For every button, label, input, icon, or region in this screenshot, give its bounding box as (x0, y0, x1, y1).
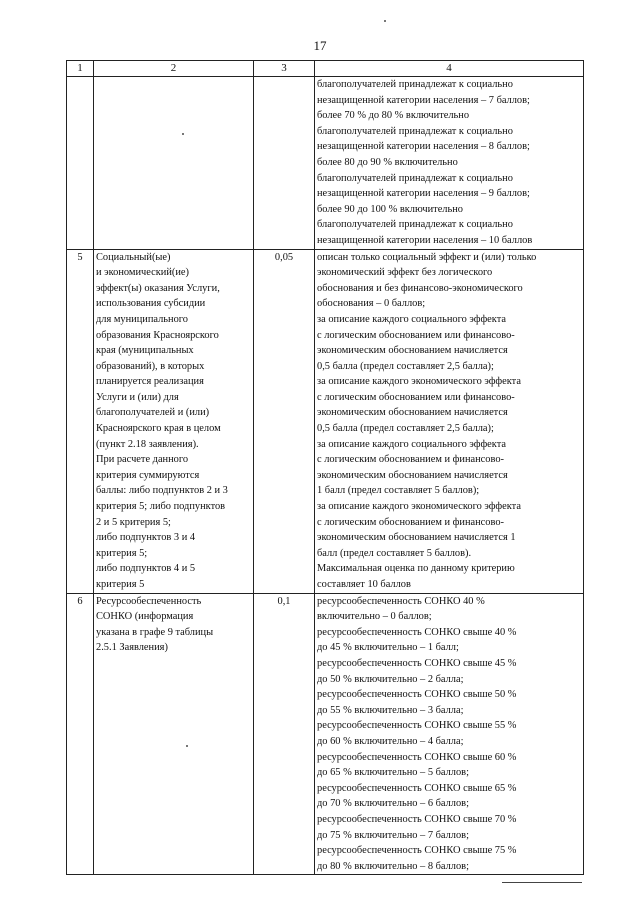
description-line: до 45 % включительно – 1 балл; (317, 642, 459, 654)
description-line: до 50 % включительно – 2 балла; (317, 673, 464, 685)
criterion-line: 2.5.1 Заявления) (96, 642, 168, 654)
description-line: до 75 % включительно – 7 баллов; (317, 829, 469, 841)
table-row (67, 249, 584, 593)
description-line: более 70 % до 80 % включительно (317, 110, 470, 122)
description-line: до 70 % включительно – 6 баллов; (317, 798, 469, 810)
criterion-line: для муниципального (96, 313, 189, 325)
column-header-4: 4 (315, 61, 584, 77)
column-header-1: 1 (67, 61, 94, 77)
description-line: ресурсообеспеченность СОНКО свыше 55 % (317, 720, 517, 732)
scoring-description-cell (315, 77, 584, 250)
description-line: экономическим обоснованием начисляется (317, 345, 508, 357)
description-line: ресурсообеспеченность СОНКО свыше 45 % (317, 657, 517, 669)
table-header-row (67, 61, 584, 77)
scan-speck (186, 745, 188, 747)
description-line: 0,5 балла (предел составляет 2,5 балла); (317, 360, 494, 372)
row-number-cell: 5 (67, 249, 94, 593)
description-line: более 90 до 100 % включительно (317, 203, 463, 215)
scan-speck (182, 133, 184, 135)
description-line: 0,5 балла (предел составляет 2,5 балла); (317, 423, 494, 435)
criterion-line: Ресурсообеспеченность (96, 595, 202, 607)
description-line: до 55 % включительно – 3 балла; (317, 704, 464, 716)
column-header-2: 2 (94, 61, 254, 77)
criterion-line: Красноярского края в целом (96, 423, 221, 435)
criterion-line: использования субсидии (96, 298, 206, 310)
criterion-line: благополучателей и (или) (96, 407, 210, 419)
criterion-line: При расчете данного (96, 454, 189, 466)
criterion-line: критерия 5; либо подпунктов (96, 501, 226, 513)
description-line: незащищенной категории населения – 8 баллов; (317, 141, 530, 153)
description-line: благополучателей принадлежат к социально (317, 219, 513, 231)
description-line: с логическим обоснованием и финансово- (317, 516, 504, 528)
weight-cell (254, 77, 315, 250)
criterion-line: баллы: либо подпунктов 2 и 3 (96, 485, 228, 497)
criterion-line: (пункт 2.18 заявления). (96, 438, 199, 450)
description-line: до 60 % включительно – 4 балла; (317, 735, 464, 747)
description-line: 1 балл (предел составляет 5 баллов); (317, 485, 480, 497)
table-row (67, 77, 584, 250)
criterion-line: и экономический(ие) (96, 267, 189, 279)
description-line: обоснования – 0 баллов; (317, 298, 426, 310)
description-line: ресурсообеспеченность СОНКО свыше 75 % (317, 845, 517, 857)
criterion-line: критерия суммируются (96, 469, 200, 481)
criterion-line: указана в графе 9 таблицы (96, 626, 214, 638)
description-line: с логическим обоснованием и финансово- (317, 454, 504, 466)
criterion-line: края (муниципальных (96, 345, 194, 357)
weight-cell: 0,05 (254, 249, 315, 593)
criterion-line: либо подпунктов 3 и 4 (96, 532, 196, 544)
criterion-cell (94, 77, 254, 250)
criterion-line: Социальный(ые) (96, 251, 171, 263)
description-line: ресурсообеспеченность СОНКО свыше 50 % (317, 689, 517, 701)
description-line: балл (предел составляет 5 баллов). (317, 547, 472, 559)
description-line: экономический эффект без логического (317, 267, 493, 279)
description-line: за описание каждого экономического эффекта (317, 501, 521, 513)
description-line: ресурсообеспеченность СОНКО свыше 40 % (317, 626, 517, 638)
criteria-table (66, 60, 584, 875)
description-line: обоснования и без финансово-экономического (317, 282, 523, 294)
criterion-line: СОНКО (информация (96, 611, 194, 623)
row-number-cell (67, 77, 94, 250)
description-line: до 65 % включительно – 5 баллов; (317, 767, 469, 779)
weight-cell: 0,1 (254, 593, 315, 875)
description-line: благополучателей принадлежат к социально (317, 125, 513, 137)
criterion-line: критерия 5 (96, 579, 145, 590)
criterion-line: планируется реализация (96, 376, 204, 388)
description-line: за описание каждого экономического эффекта (317, 376, 521, 388)
criterion-cell (94, 249, 254, 593)
description-line: Максимальная оценка по данному критерию (317, 563, 515, 575)
description-line: за описание каждого социального эффекта (317, 438, 506, 450)
description-line: более 80 до 90 % включительно (317, 156, 458, 168)
description-line: до 80 % включительно – 8 баллов; (317, 860, 469, 872)
scan-speck (384, 20, 386, 22)
scoring-description-cell (315, 593, 584, 875)
table-body (67, 77, 584, 875)
description-line: ресурсообеспеченность СОНКО свыше 70 % (317, 813, 517, 825)
criterion-line: либо подпунктов 4 и 5 (96, 563, 196, 575)
criterion-line: образования Красноярского (96, 329, 219, 341)
description-line: ресурсообеспеченность СОНКО свыше 65 % (317, 782, 517, 794)
row-number-cell: 6 (67, 593, 94, 875)
description-line: включительно – 0 баллов; (317, 611, 432, 623)
description-line: с логическим обоснованием или финансово- (317, 391, 515, 403)
criterion-line: 2 и 5 критерия 5; (96, 516, 171, 528)
description-line: благополучателей принадлежат к социально (317, 79, 513, 90)
description-line: составляет 10 баллов (317, 579, 411, 590)
column-header-3: 3 (254, 61, 315, 77)
description-line: ресурсообеспеченность СОНКО свыше 60 % (317, 751, 517, 763)
description-line: благополучателей принадлежат к социально (317, 172, 513, 184)
description-line: незащищенной категории населения – 9 баллов; (317, 188, 530, 200)
description-line: экономическим обоснованием начисляется 1 (317, 532, 516, 544)
description-line: экономическим обоснованием начисляется (317, 469, 508, 481)
criterion-cell (94, 593, 254, 875)
description-line: описан только социальный эффект и (или) только (317, 251, 537, 263)
description-line: с логическим обоснованием или финансово- (317, 329, 515, 341)
table-row (67, 593, 584, 875)
page-number: 17 (313, 38, 327, 53)
criterion-line: критерия 5; (96, 547, 148, 559)
footer-rule (502, 882, 582, 883)
description-line: за описание каждого социального эффекта (317, 313, 506, 325)
description-line: незащищенной категории населения – 7 баллов; (317, 94, 530, 106)
description-line: незащищенной категории населения – 10 баллов (317, 234, 533, 246)
criterion-line: образований), в которых (96, 360, 205, 372)
description-line: экономическим обоснованием начисляется (317, 407, 508, 419)
scoring-description-cell (315, 249, 584, 593)
description-line: ресурсообеспеченность СОНКО 40 % (317, 595, 485, 607)
criterion-line: Услуги и (или) для (96, 391, 179, 403)
criterion-line: эффект(ы) оказания Услуги, (96, 282, 220, 294)
